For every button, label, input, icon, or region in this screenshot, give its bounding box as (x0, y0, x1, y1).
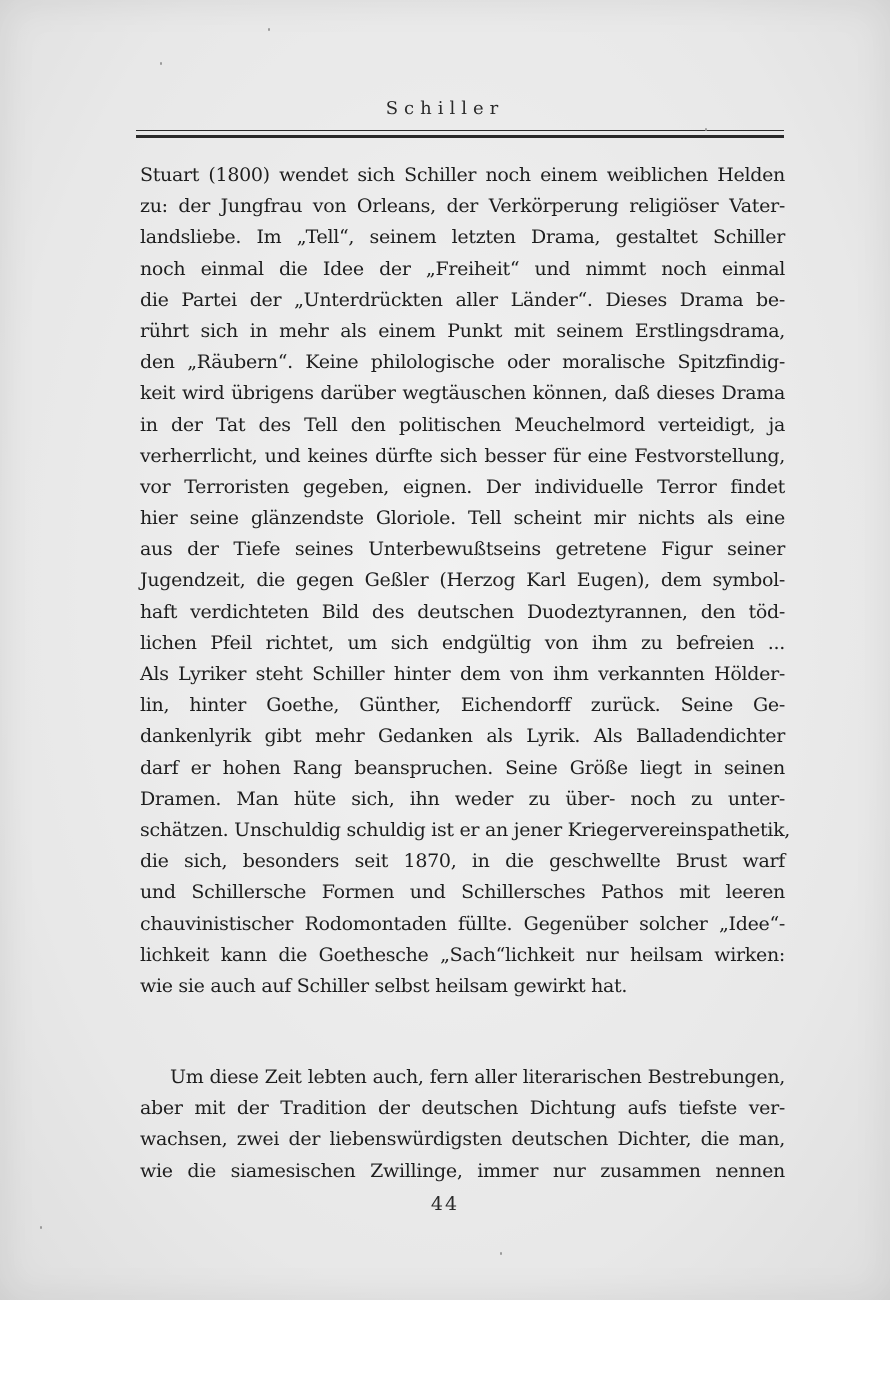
text-line: zu: der Jungfrau von Orleans, der Verkörperung religiöser Vater- (140, 195, 785, 218)
text-line: wie die siamesischen Zwillinge, immer nur zusammen nennen (140, 1159, 785, 1182)
text-line: Stuart (1800) wendet sich Schiller noch einem weiblichen Helden (140, 164, 785, 186)
text-line: die Partei der „Unterdrückten aller Länder“. Dieses Drama be- (140, 288, 785, 311)
scan-speck (160, 62, 162, 65)
page-number: 44 (430, 1193, 460, 1215)
text-line: in der Tat des Tell den politischen Meuchelmord verteidigt, ja (140, 413, 785, 436)
text-line: Jugendzeit, die gegen Geßler (Herzog Karl Eugen), dem symbol- (140, 569, 785, 592)
text-line: Dramen. Man hüte sich, ihn weder zu über- noch zu unter- (140, 787, 785, 810)
text-line: dankenlyrik gibt mehr Gedanken als Lyrik. Als Balladendichter (140, 725, 785, 748)
text-line: wachsen, zwei der liebenswürdigsten deutschen Dichter, die man, (140, 1128, 785, 1151)
text-line: verherrlicht, und keines dürfte sich besser für eine Festvorstellung, (140, 444, 785, 467)
text-line: hier seine glänzendste Gloriole. Tell scheint mir nichts als eine (140, 507, 785, 530)
text-line: Als Lyriker steht Schiller hinter dem von ihm verkannten Hölder- (140, 663, 785, 685)
header-rule-thick (136, 135, 784, 138)
text-line: chauvinistischer Rodomontaden füllte. Gegenüber solcher „Idee“- (140, 912, 785, 935)
text-line: die sich, besonders seit 1870, in die geschwellte Brust warf (140, 850, 785, 873)
text-line: Um diese Zeit lebten auch, fern aller literarischen Bestrebungen, (170, 1066, 785, 1088)
scan-speck (705, 128, 707, 131)
text-line: wie sie auch auf Schiller selbst heilsam gewirkt hat. (140, 974, 628, 997)
scan-speck (40, 1226, 42, 1229)
text-line: lichen Pfeil richtet, um sich endgültig von ihm zu befreien ... (140, 631, 785, 654)
scan-speck (500, 1252, 502, 1255)
paragraph-2 (140, 1062, 785, 1187)
paragraph-1 (140, 160, 791, 1002)
text-line: schätzen. Unschuldig schuldig ist er an jener Kriegervereinspathetik, (140, 818, 791, 841)
text-line: vor Terroristen gegeben, eignen. Der individuelle Terror findet (140, 475, 785, 498)
text-line: aber mit der Tradition der deutschen Dichtung aufs tiefste ver- (140, 1097, 785, 1120)
text-line: aus der Tiefe seines Unterbewußtseins getretene Figur seiner (140, 538, 785, 561)
text-line: landsliebe. Im „Tell“, seinem letzten Drama, gestaltet Schiller (140, 226, 785, 249)
text-line: darf er hohen Rang beanspruchen. Seine Größe liegt in seinen (140, 756, 785, 779)
text-line: lichkeit kann die Goethesche „Sach“lichkeit nur heilsam wirken: (140, 943, 785, 966)
text-line: rührt sich in mehr als einem Punkt mit seinem Erstlingsdrama, (140, 319, 785, 342)
header-rule-thin (136, 130, 784, 131)
text-line: und Schillersche Formen und Schillersches Pathos mit leeren (140, 881, 785, 904)
text-line: noch einmal die Idee der „Freiheit“ und nimmt noch einmal (140, 257, 785, 280)
running-header: Schiller (385, 98, 505, 119)
text-line: haft verdichteten Bild des deutschen Duodeztyrannen, den töd- (140, 600, 785, 623)
text-line: lin, hinter Goethe, Günther, Eichendorff zurück. Seine Ge- (140, 694, 785, 717)
text-line: den „Räubern“. Keine philologische oder moralische Spitzfindig- (140, 351, 785, 374)
text-line: keit wird übrigens darüber wegtäuschen können, daß dieses Drama (140, 382, 785, 405)
scan-speck (268, 28, 270, 31)
